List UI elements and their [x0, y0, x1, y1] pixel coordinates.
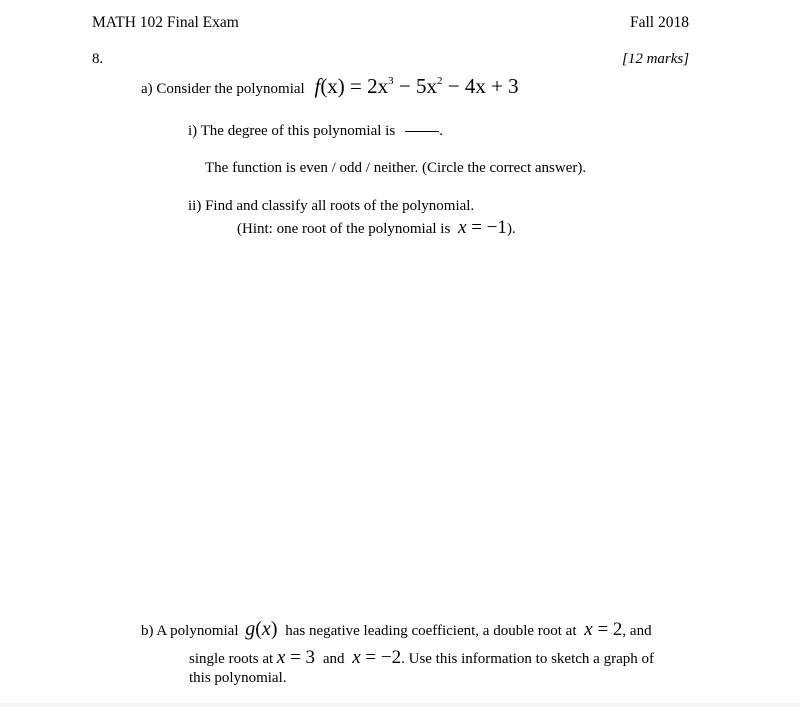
part-b-line-2 — [189, 647, 654, 669]
polynomial-f — [314, 74, 518, 98]
hint-x: x — [458, 217, 467, 238]
g-paren-close: ) — [270, 618, 278, 640]
double-root-val: = 2 — [592, 619, 623, 640]
part-b-line-3: this polynomial. — [189, 670, 287, 686]
page-bottom-edge — [0, 703, 800, 707]
g-name: g — [245, 618, 256, 640]
hint-line — [237, 217, 516, 239]
question-number: 8. — [92, 51, 104, 67]
term-rest: − 4x + 3 — [442, 74, 519, 98]
part-b-line2-end: . Use this information to sketch a graph of — [401, 651, 654, 667]
part-a-statement — [141, 74, 519, 99]
g-x: x — [261, 618, 271, 640]
degree-question: i) The degree of this polynomial is — [188, 123, 396, 139]
root-1-x: x — [276, 647, 286, 668]
root-2-val: = −2 — [360, 647, 402, 668]
part-a-intro: a) Consider the polynomial — [141, 81, 305, 97]
f-arg: (x) = 2x — [320, 74, 389, 98]
hint-suffix: ). — [506, 221, 516, 237]
root-2-x: x — [352, 647, 361, 668]
root-2-math — [352, 647, 401, 668]
degree-period: . — [439, 123, 443, 139]
part-b-prefix: b) A polynomial — [141, 623, 239, 639]
hint-eq: = −1 — [466, 217, 507, 238]
even-odd-question: The function is even / odd / neither. (Circle the correct answer). — [205, 160, 587, 176]
roots-question: ii) Find and classify all roots of the polynomial. — [188, 198, 475, 214]
f-name: f — [314, 74, 321, 98]
part-b-mid: has negative leading coefficient, a double root at — [285, 623, 577, 639]
part-b-line1-end: , and — [622, 623, 652, 639]
double-root-math — [584, 619, 622, 640]
exam-term: Fall 2018 — [630, 14, 689, 31]
part-b-line-1 — [141, 618, 652, 641]
exponent-2: 2 — [437, 75, 443, 87]
hint-math — [458, 217, 507, 238]
exponent-3: 3 — [388, 75, 394, 87]
root-1-math — [277, 647, 315, 668]
term-5x: − 5x — [393, 74, 437, 98]
root-1-val: = 3 — [285, 647, 316, 668]
g-of-x — [245, 618, 277, 640]
g-paren-open: ( — [255, 618, 262, 640]
hint-prefix: (Hint: one root of the polynomial is — [237, 221, 451, 237]
and-word: and — [322, 651, 345, 667]
single-roots-prefix: single roots at — [189, 651, 274, 667]
double-root-x: x — [584, 619, 593, 640]
part-a-i — [188, 123, 443, 140]
degree-blank — [405, 131, 439, 132]
exam-title: MATH 102 Final Exam — [92, 14, 239, 31]
question-marks: [12 marks] — [622, 51, 690, 67]
